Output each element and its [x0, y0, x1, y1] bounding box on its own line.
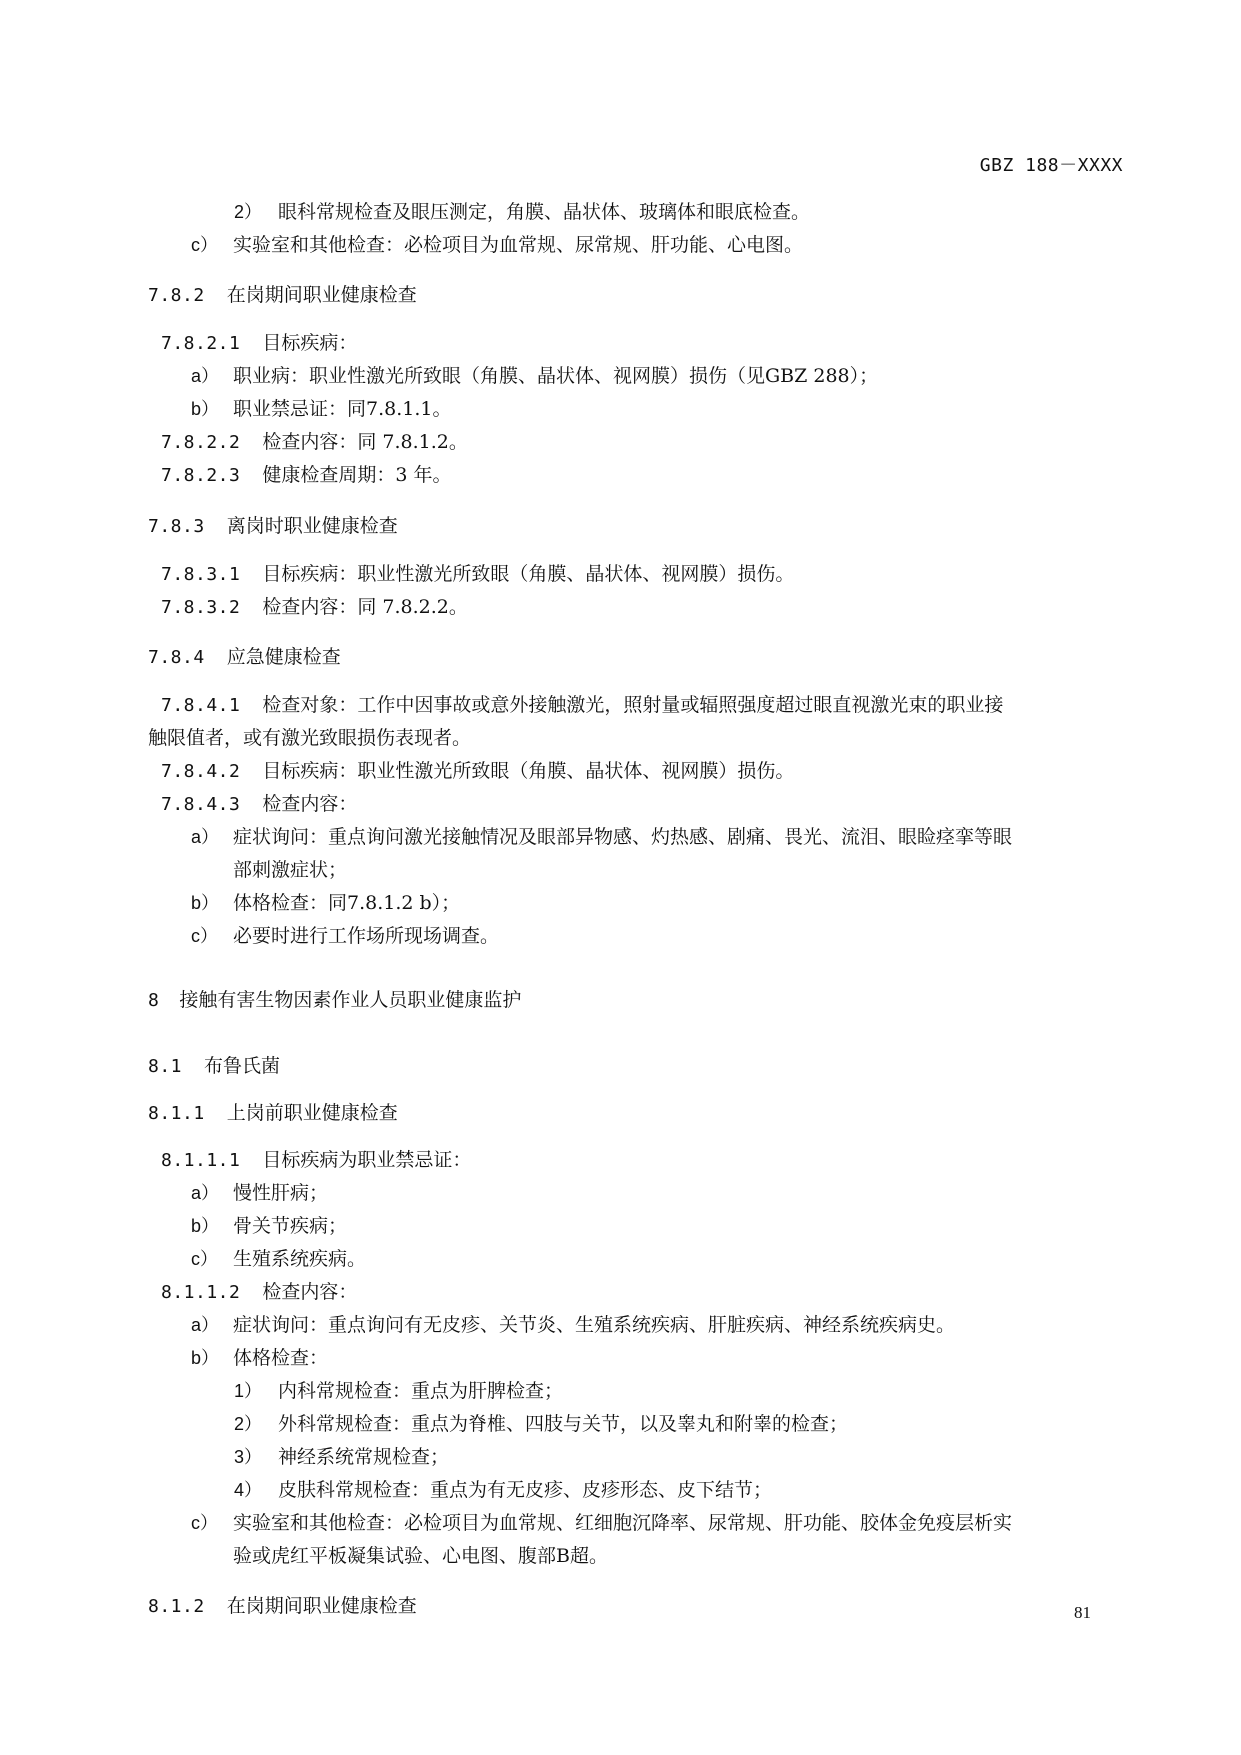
sub-list-item: [234, 1411, 848, 1437]
clause-number: 7.8.4.2: [161, 761, 241, 782]
list-text: 体格检查：同7.8.1.2 b）；: [233, 892, 461, 914]
list-text: 必要时进行工作场所现场调查。: [233, 925, 500, 947]
clause: [161, 1147, 471, 1173]
list-marker: a）: [191, 366, 220, 386]
list-item: [234, 199, 810, 225]
section-number: 7.8.2: [148, 285, 205, 306]
section-heading: [148, 282, 417, 308]
section-title: 上岗前职业健康检查: [226, 1102, 398, 1124]
clause: [161, 429, 468, 455]
list-text: 生殖系统疾病。: [233, 1248, 367, 1270]
list-item: [191, 824, 1012, 850]
clause: [161, 758, 794, 784]
clause-number: 7.8.4.1: [161, 695, 241, 716]
clause-number: 7.8.3.2: [161, 597, 241, 618]
list-text: 皮肤科常规检查：重点为有无皮疹、皮疹形态、皮下结节；: [278, 1479, 773, 1501]
list-continuation: 验或虎红平板凝集试验、心电图、腹部B超。: [233, 1545, 608, 1567]
clause-text: 检查内容：同 7.8.1.2。: [262, 431, 468, 453]
list-marker: b）: [191, 399, 220, 419]
chapter-number: 8: [148, 990, 160, 1011]
list-marker: b）: [191, 1216, 220, 1236]
clause-number: 7.8.4.3: [161, 794, 241, 815]
clause-text: 检查对象：工作中因事故或意外接触激光，照射量或辐照强度超过眼直视激光束的职业接: [262, 694, 1004, 716]
list-text: 内科常规检查：重点为肝脾检查；: [278, 1380, 564, 1402]
clause-text: 健康检查周期：3 年。: [262, 464, 452, 486]
list-text: 神经系统常规检查；: [278, 1446, 450, 1468]
section-heading: [148, 1100, 398, 1126]
clause-text: 目标疾病：职业性激光所致眼（角膜、晶状体、视网膜）损伤。: [262, 760, 795, 782]
section-heading: [148, 644, 341, 670]
section-title: 布鲁氏菌: [204, 1055, 281, 1077]
list-item: [191, 1180, 328, 1206]
clause-text: 检查内容：: [262, 1281, 358, 1303]
section-title: 在岗期间职业健康检查: [226, 284, 417, 306]
list-item: [191, 1213, 347, 1239]
list-marker: c）: [191, 1249, 218, 1269]
list-item: [191, 396, 451, 422]
list-marker: 2）: [234, 1414, 263, 1434]
list-marker: 1）: [234, 1381, 263, 1401]
sub-list-item: [234, 1378, 563, 1404]
section-title: 在岗期间职业健康检查: [226, 1595, 417, 1617]
clause: [161, 594, 468, 620]
list-marker: 3）: [234, 1447, 263, 1467]
section-heading: [148, 513, 398, 539]
list-marker: b）: [191, 893, 220, 913]
clause-text: 目标疾病为职业禁忌证：: [262, 1149, 472, 1171]
list-marker: c）: [191, 235, 218, 255]
list-text: 外科常规检查：重点为脊椎、四肢与关节，以及睾丸和附睾的检查；: [278, 1413, 849, 1435]
list-text: 眼科常规检查及眼压测定，角膜、晶状体、玻璃体和眼底检查。: [278, 201, 811, 223]
page-number: 81: [1074, 1603, 1091, 1622]
clause: [161, 791, 357, 817]
clause: [161, 692, 1003, 718]
list-text: 实验室和其他检查：必检项目为血常规、尿常规、肝功能、心电图。: [233, 234, 804, 256]
clause-number: 7.8.2.1: [161, 333, 241, 354]
clause-number: 8.1.1.2: [161, 1282, 241, 1303]
section-number: 8.1.2: [148, 1596, 205, 1617]
chapter-title: 接触有害生物因素作业人员职业健康监护: [179, 989, 522, 1011]
document-code: GBZ 188－XXXX: [979, 155, 1123, 176]
list-text: 症状询问：重点询问激光接触情况及眼部异物感、灼热感、剧痛、畏光、流泪、眼睑痉挛等眼: [233, 826, 1013, 848]
list-marker: a）: [191, 827, 220, 847]
list-text: 职业禁忌证：同7.8.1.1。: [233, 398, 452, 420]
list-marker: a）: [191, 1315, 220, 1335]
section-number: 8.1: [148, 1056, 183, 1077]
list-item: [191, 363, 878, 389]
list-text: 骨关节疾病；: [233, 1215, 348, 1237]
section-heading: [148, 1053, 280, 1079]
list-marker: b）: [191, 1348, 220, 1368]
sub-list-item: [234, 1444, 449, 1470]
clause-text: 检查内容：同 7.8.2.2。: [262, 596, 468, 618]
clause: [161, 330, 357, 356]
list-text: 症状询问：重点询问有无皮疹、关节炎、生殖系统疾病、肝脏疾病、神经系统疾病史。: [233, 1314, 956, 1336]
list-item: [191, 1246, 366, 1272]
list-item: [191, 1345, 328, 1371]
section-number: 7.8.3: [148, 516, 205, 537]
section-heading: [148, 1593, 417, 1619]
clause-number: 7.8.3.1: [161, 564, 241, 585]
list-text: 体格检查：: [233, 1347, 329, 1369]
list-marker: c）: [191, 926, 218, 946]
section-number: 7.8.4: [148, 647, 205, 668]
list-marker: c）: [191, 1513, 218, 1533]
list-item: [191, 923, 499, 949]
clause-text: 目标疾病：: [262, 332, 358, 354]
list-text: 实验室和其他检查：必检项目为血常规、红细胞沉降率、尿常规、肝功能、胶体金免疫层析实: [233, 1512, 1013, 1534]
list-item: [191, 1312, 955, 1338]
clause: [161, 561, 794, 587]
clause-continuation: 触限值者，或有激光致眼损伤表现者。: [148, 727, 472, 749]
clause: [161, 462, 452, 488]
list-text: 慢性肝病；: [233, 1182, 329, 1204]
clause-text: 检查内容：: [262, 793, 358, 815]
list-item: [191, 890, 460, 916]
list-continuation: 部刺激症状；: [233, 859, 348, 881]
list-marker: 4）: [234, 1480, 263, 1500]
list-marker: a）: [191, 1183, 220, 1203]
sub-list-item: [234, 1477, 772, 1503]
clause-number: 7.8.2.3: [161, 465, 241, 486]
clause-text: 目标疾病：职业性激光所致眼（角膜、晶状体、视网膜）损伤。: [262, 563, 795, 585]
section-title: 离岗时职业健康检查: [226, 515, 398, 537]
clause-number: 7.8.2.2: [161, 432, 241, 453]
section-title: 应急健康检查: [226, 646, 341, 668]
list-item: [191, 232, 803, 258]
section-number: 8.1.1: [148, 1103, 205, 1124]
list-item: [191, 1510, 1012, 1536]
list-text: 职业病：职业性激光所致眼（角膜、晶状体、视网膜）损伤（见GBZ 288）；: [233, 365, 879, 387]
clause: [161, 1279, 357, 1305]
clause-number: 8.1.1.1: [161, 1150, 241, 1171]
list-marker: 2）: [234, 202, 263, 222]
chapter-heading: [148, 987, 521, 1013]
